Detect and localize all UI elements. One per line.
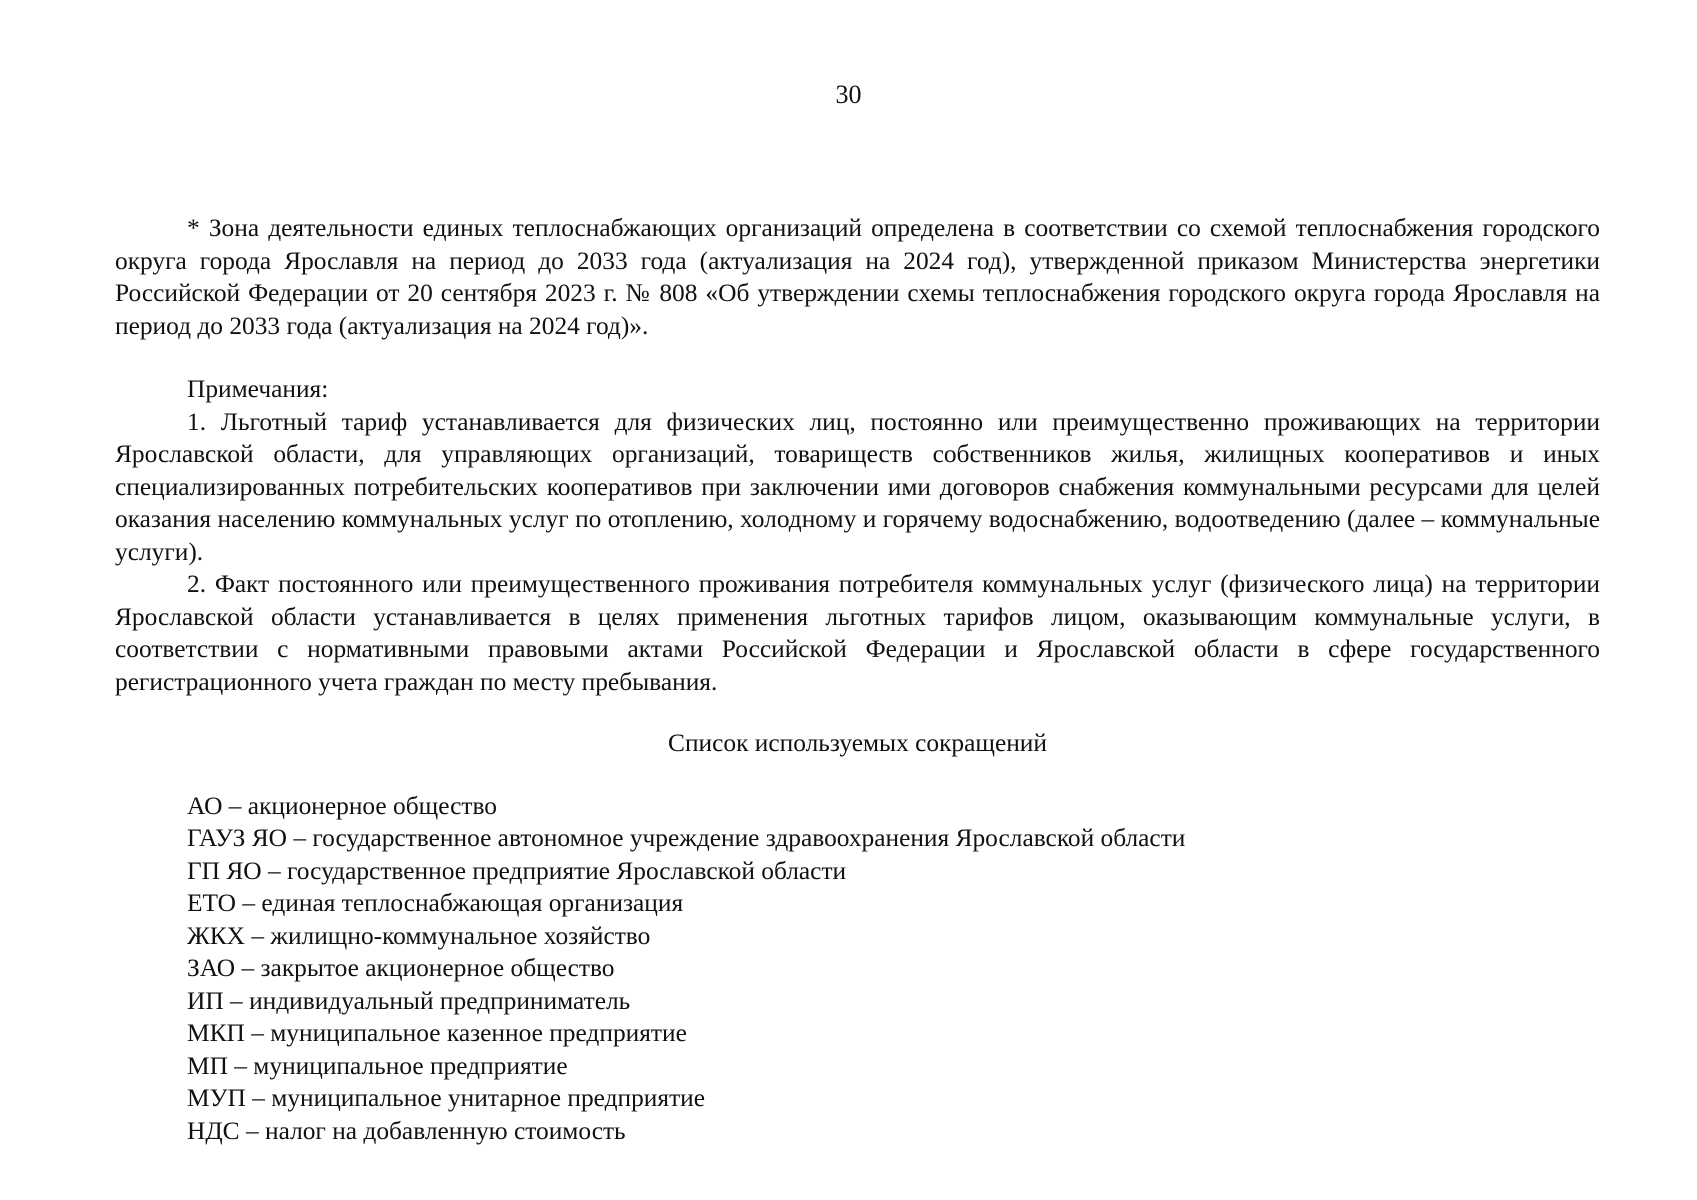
abbreviation-item: НДС – налог на добавленную стоимость bbox=[187, 1116, 626, 1145]
abbreviation-item: МП – муниципальное предприятие bbox=[187, 1051, 568, 1080]
abbreviation-item: ГАУЗ ЯО – государственное автономное учреждение здравоохранения Ярославской области bbox=[187, 824, 1186, 852]
abbreviation-item: МКП – муниципальное казенное предприятие bbox=[187, 1019, 687, 1047]
note-item-2: 2. Факт постоянного или преимущественного проживания потребителя коммунальных услуг (физического лица) на территории Ярославской области устанавливается в целях применения льготных тарифов лицом, оказывающим коммунальные услуги, в соответствии с нормативными правовыми актами Российской Федерации и Ярославской области в сфере государственного регистрационного учета граждан по месту пребывания. bbox=[115, 570, 1600, 696]
abbreviation-item: ГП ЯО – государственное предприятие Ярославской области bbox=[187, 856, 847, 885]
abbreviation-item: ИП – индивидуальный предприниматель bbox=[187, 986, 631, 1015]
abbreviation-item: ЕТО – единая теплоснабжающая организация bbox=[187, 889, 684, 917]
notes-heading: Примечания: bbox=[187, 375, 329, 403]
abbreviation-item: ЖКХ – жилищно-коммунальное хозяйство bbox=[187, 921, 651, 950]
abbreviation-item: ЗАО – закрытое акционерное общество bbox=[187, 954, 615, 982]
note-item-1: 1. Льготный тариф устанавливается для физических лиц, постоянно или преимущественно проживающих на территории Ярославской области, для управляющих организаций, товариществ собственников жилья, жилищных кооперативов и иных специализированных потребительских кооперативов при заключении ими договоров снабжения коммунальными ресурсами для целей оказания населению коммунальных услуг по отоплению, холодному и горячему водоснабжению, водоотведению (далее – коммунальные услуги). bbox=[115, 407, 1600, 566]
abbreviations-title: Список используемых сокращений bbox=[668, 729, 1047, 757]
page-number: 30 bbox=[835, 80, 862, 109]
footnote: * Зона деятельности единых теплоснабжающих организаций определена в соответствии со схемой теплоснабжения городского округа города Ярославля на период до 2033 года (актуализация на 2024 год), утвержденной приказом Министерства энергетики Российской Федерации от 20 сентября 2023 г. № 808 «Об утверждении схемы теплоснабжения городского округа города Ярославля на период до 2033 года (актуализация на 2024 год)». bbox=[115, 214, 1600, 340]
document-body bbox=[115, 212, 1600, 1147]
abbreviation-item: АО – акционерное общество bbox=[187, 791, 497, 820]
abbreviations-list bbox=[115, 790, 1600, 1148]
abbreviation-item: МУП – муниципальное унитарное предприятие bbox=[187, 1084, 706, 1112]
